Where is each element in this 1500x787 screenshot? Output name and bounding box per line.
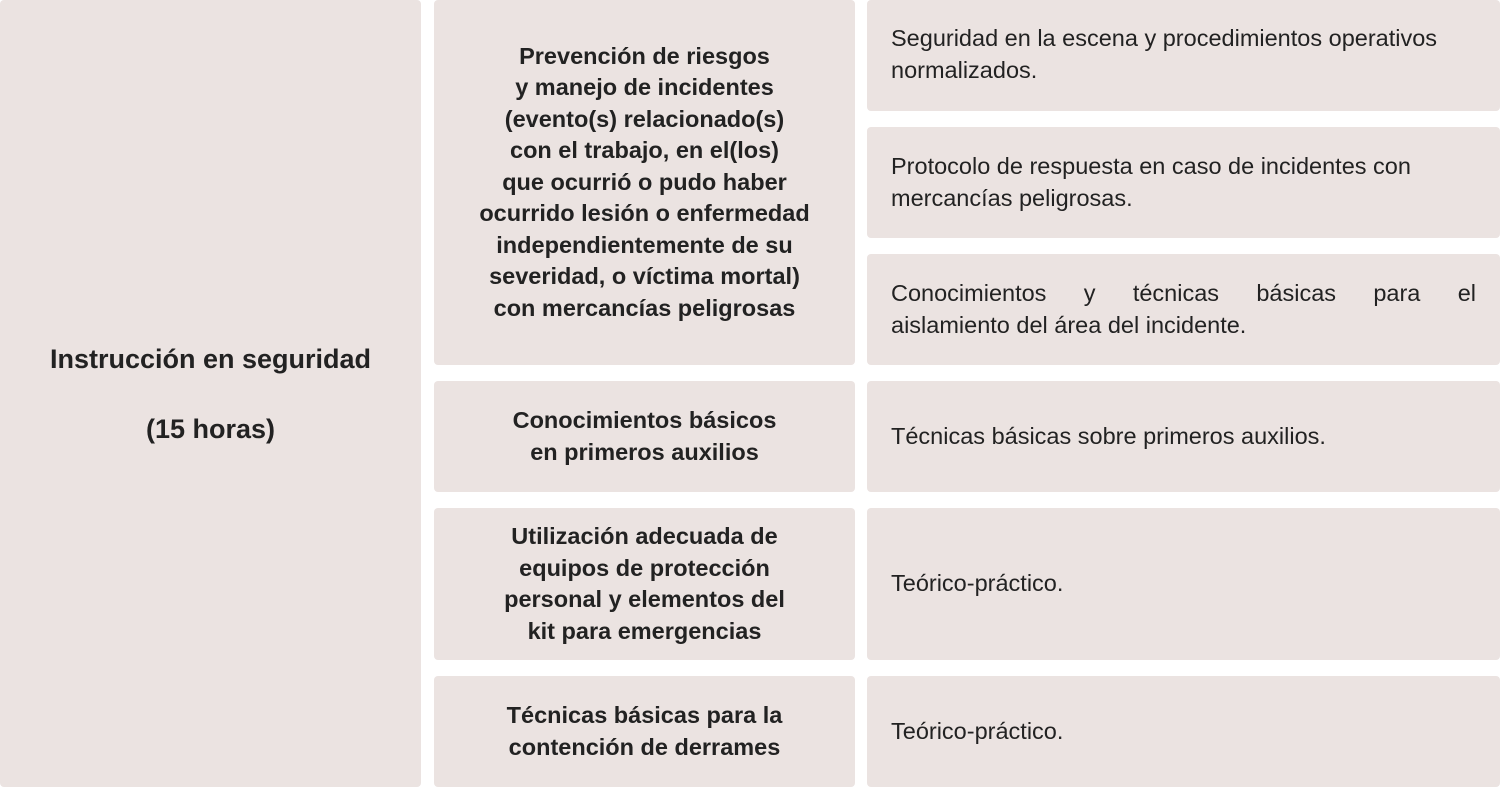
topic-line: equipos de protección [519,554,770,581]
topic-line: personal y elementos del [504,586,785,612]
detail-cell-response-protocol [867,127,1500,238]
topic-cell-risk-prevention [434,0,855,365]
detail-word: el [1457,280,1476,306]
topic-line: (evento(s) relacionado(s) [504,105,785,132]
detail-line: Teórico-práctico. [891,717,1064,744]
topic-line: Prevención de riesgos [519,42,770,69]
detail-line: normalizados. [891,56,1038,83]
detail-line: aislamiento del área del incidente. [891,311,1247,338]
detail-text [891,23,1476,86]
detail-word: y [1083,280,1096,306]
detail-line: Técnicas básicas sobre primeros auxilios. [891,422,1326,449]
detail-cell-scene-safety [867,0,1500,111]
detail-line: Protocolo de respuesta en caso de incidentes con [891,153,1411,179]
topic-line: contención de derrames [508,733,781,760]
detail-text [891,421,1476,453]
topic-line: kit para emergencias [527,617,762,644]
topic-text [507,700,783,763]
topic-cell-protective-equipment [434,508,855,660]
topic-line: y manejo de incidentes [515,74,774,101]
detail-line: Teórico-práctico. [891,570,1064,597]
topic-text [504,521,785,647]
topic-line: independientemente de su [496,231,793,258]
topic-line: con mercancías peligrosas [493,294,796,321]
topic-line: ocurrido lesión o enfermedad [479,200,810,227]
topic-text [513,405,777,468]
detail-word: técnicas [1132,280,1220,306]
detail-line: Seguridad en la escena y procedimientos operativos [891,25,1438,51]
topic-cell-spill-containment [434,676,855,787]
topic-line: Técnicas básicas para la [506,702,783,728]
topic-cell-first-aid [434,381,855,492]
topic-text [479,41,809,325]
course-hours: (15 horas) [145,413,276,444]
detail-cell-first-aid-techniques [867,381,1500,492]
detail-word: para [1373,280,1421,306]
detail-cell-equipment-practice [867,508,1500,660]
topic-line: Utilización adecuada de [511,523,778,549]
detail-text [891,568,1476,600]
detail-word: básicas [1256,280,1337,306]
detail-line-justified [891,278,1476,310]
detail-text [891,278,1476,341]
course-title-cell [0,0,421,787]
course-title: Instrucción en seguridad [49,343,372,374]
topic-line: en primeros auxilios [530,438,759,465]
topic-line: severidad, o víctima mortal) [489,263,800,290]
detail-line: mercancías peligrosas. [891,184,1133,211]
detail-word: Conocimientos [891,280,1047,306]
detail-text [891,716,1476,748]
topic-line: que ocurrió o pudo haber [502,168,787,195]
detail-text [891,151,1476,214]
topic-line: Conocimientos básicos [512,407,777,433]
detail-cell-spill-practice [867,676,1500,787]
detail-cell-area-isolation [867,254,1500,365]
topic-line: con el trabajo, en el(los) [510,137,779,164]
